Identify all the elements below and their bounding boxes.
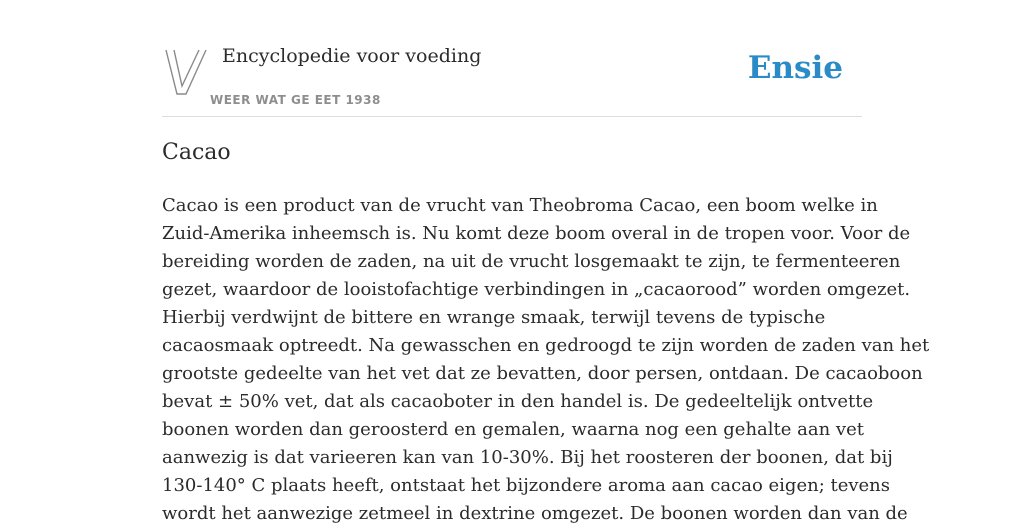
entry-line: Zuid-Amerika inheemsch is. Nu komt deze boom overal in de tropen voor. Voor de — [162, 223, 911, 244]
entry-line: boonen worden dan geroosterd en gemalen, waarna nog een gehalte aan vet — [162, 419, 864, 440]
entry-body — [162, 192, 930, 528]
header — [162, 0, 862, 117]
entry-line: grootste gedeelte van het vet dat ze bevatten, door persen, ontdaan. De cacaoboon — [162, 363, 923, 384]
entry-line: bereiding worden de zaden, na uit de vrucht losgemaakt te zijn, te fermenteeren — [162, 251, 901, 272]
entry-line: cacaosmaak optreedt. Na gewasschen en gedroogd te zijn worden de zaden van het — [162, 335, 930, 356]
v-logo-icon[interactable] — [164, 48, 208, 96]
book-subtitle: WEER WAT GE EET 1938 — [210, 93, 381, 107]
entry-line: 130-140° C plaats heeft, ontstaat het bijzondere aroma aan cacao eigen; tevens — [162, 475, 891, 496]
entry-line: Hierbij verdwijnt de bittere en wrange smaak, terwijl tevens de typische — [162, 307, 826, 328]
entry-line: wordt het aanwezige zetmeel in dextrine omgezet. De boonen worden dan van de — [162, 503, 908, 524]
brand-logo[interactable]: Ensie — [747, 50, 843, 86]
entry-line: gezet, waardoor de looistofachtige verbindingen in „cacaorood” worden omgezet. — [162, 279, 911, 300]
entry-line: Cacao is een product van de vrucht van Theobroma Cacao, een boom welke in — [162, 195, 878, 216]
book-title[interactable]: Encyclopedie voor voeding — [222, 45, 482, 67]
entry-line: bevat ± 50% vet, dat als cacaoboter in den handel is. De gedeeltelijk ontvette — [162, 391, 874, 412]
entry-title: Cacao — [162, 140, 231, 165]
entry-line: aanwezig is dat varieeren kan van 10-30%. Bij het roosteren der boonen, dat bij — [162, 447, 893, 468]
